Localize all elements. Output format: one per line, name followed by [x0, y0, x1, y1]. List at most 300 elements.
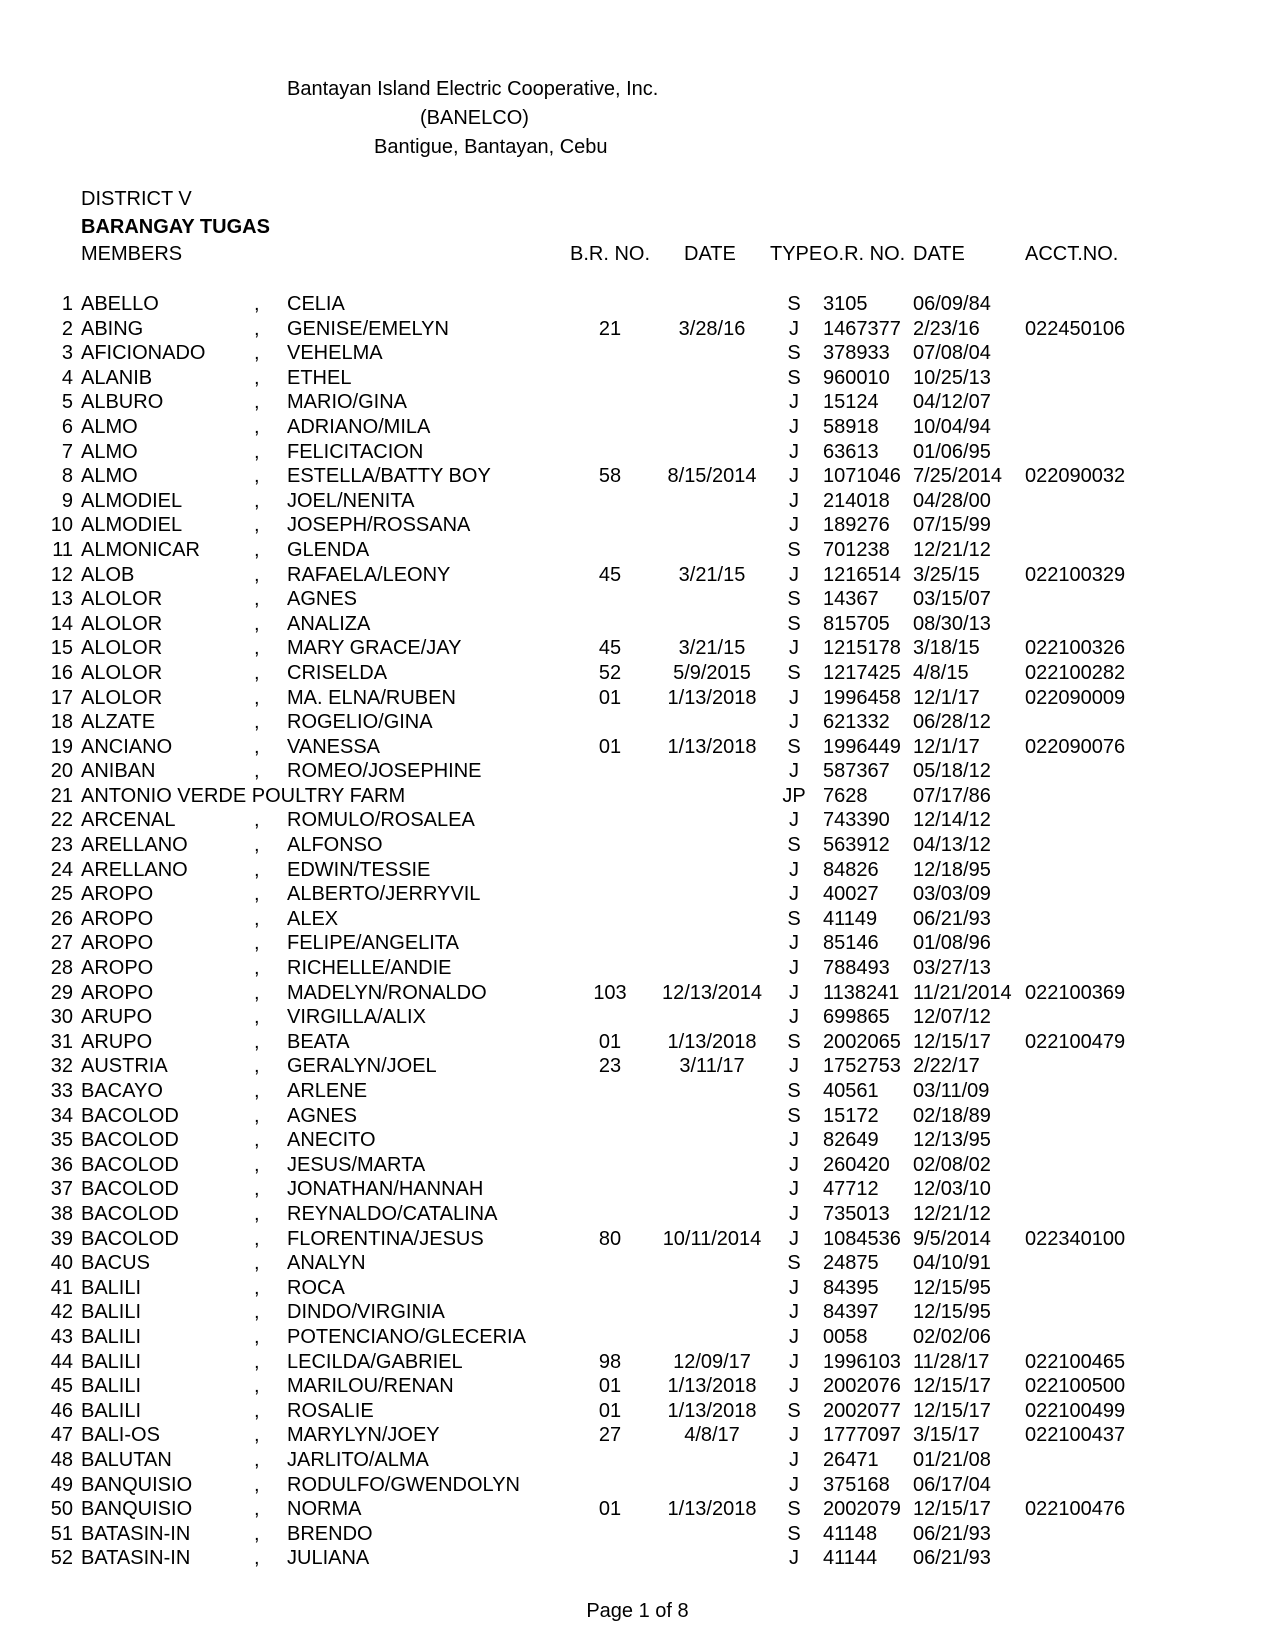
- member-br-date: 1/13/2018: [667, 1375, 757, 1398]
- name-separator: ,: [254, 907, 260, 930]
- member-or-no: 1071046: [823, 465, 901, 488]
- member-or-no: 1084536: [823, 1227, 901, 1250]
- table-row: [0, 710, 1275, 735]
- member-br-no: 103: [593, 981, 627, 1004]
- member-list: [0, 292, 1275, 1571]
- member-br-no: 98: [598, 1350, 622, 1373]
- member-last-name: BALILI: [81, 1276, 142, 1299]
- member-or-no: 84397: [823, 1301, 879, 1324]
- member-last-name: ARELLANO: [81, 834, 188, 857]
- member-or-date: 12/15/17: [913, 1399, 991, 1422]
- member-type: J: [789, 957, 799, 980]
- name-separator: ,: [254, 637, 260, 660]
- name-separator: ,: [254, 1424, 260, 1447]
- member-number: 33: [50, 1080, 73, 1102]
- member-last-name: BACAYO: [81, 1080, 163, 1102]
- table-row: [0, 1325, 1275, 1350]
- member-or-date: 02/02/06: [913, 1325, 991, 1348]
- member-type: S: [787, 612, 801, 635]
- member-number: 35: [50, 1129, 73, 1152]
- member-acct-no: 022100369: [1025, 981, 1126, 1004]
- member-type: J: [789, 809, 799, 832]
- member-acct-no: 022090076: [1025, 735, 1126, 758]
- member-number: 32: [50, 1055, 73, 1078]
- page-number: Page 1 of 8: [586, 1600, 689, 1622]
- name-separator: ,: [254, 1325, 260, 1348]
- member-br-date: 1/13/2018: [667, 686, 757, 709]
- member-or-no: 41148: [823, 1522, 878, 1545]
- member-number: 6: [61, 415, 73, 438]
- member-or-no: 260420: [823, 1153, 890, 1176]
- member-or-no: 15124: [823, 391, 879, 414]
- member-last-name: ALMODIEL: [81, 489, 183, 512]
- member-type: S: [787, 1399, 801, 1422]
- member-last-name: BACOLOD: [81, 1104, 179, 1127]
- member-type: S: [787, 588, 801, 611]
- member-or-date: 04/10/91: [913, 1252, 991, 1275]
- member-br-no: 80: [598, 1227, 622, 1250]
- member-number: 3: [61, 342, 73, 365]
- member-number: 8: [61, 465, 73, 488]
- name-separator: ,: [254, 514, 260, 537]
- member-number: 47: [50, 1424, 73, 1447]
- member-number: 43: [50, 1325, 73, 1348]
- member-last-name: AFICIONADO: [81, 342, 206, 365]
- table-row: [0, 882, 1275, 907]
- name-separator: ,: [254, 1055, 260, 1078]
- member-type: J: [789, 711, 799, 734]
- member-number: 4: [61, 366, 73, 389]
- member-or-no: 1752753: [823, 1055, 901, 1078]
- table-row: [0, 415, 1275, 440]
- name-separator: ,: [254, 489, 260, 512]
- member-first-name: MARYLYN/JOEY: [287, 1424, 440, 1447]
- member-or-date: 3/15/17: [913, 1424, 980, 1447]
- member-or-no: 743390: [823, 809, 890, 832]
- name-separator: ,: [254, 711, 260, 734]
- member-type: J: [789, 1178, 799, 1201]
- member-last-name: ALOLOR: [81, 637, 163, 660]
- member-first-name: ROMEO/JOSEPHINE: [287, 760, 482, 783]
- member-or-no: 0058: [823, 1325, 868, 1348]
- member-first-name: ROMULO/ROSALEA: [287, 809, 475, 832]
- member-type: S: [787, 1080, 801, 1102]
- member-number: 46: [50, 1399, 73, 1422]
- table-row: [0, 661, 1275, 686]
- member-type: J: [789, 1129, 799, 1152]
- name-separator: ,: [254, 858, 260, 881]
- member-number: 44: [50, 1350, 73, 1373]
- name-separator: ,: [254, 661, 260, 684]
- member-or-date: 10/04/94: [913, 415, 991, 438]
- table-row: [0, 686, 1275, 711]
- member-last-name: BALILI: [81, 1301, 142, 1324]
- member-or-no: 2002077: [823, 1399, 901, 1422]
- member-type: J: [789, 391, 799, 414]
- member-or-date: 12/21/12: [913, 1202, 991, 1225]
- member-acct-no: 022100437: [1025, 1424, 1126, 1447]
- member-first-name: JOSEPH/ROSSANA: [287, 514, 471, 537]
- table-row: [0, 1300, 1275, 1325]
- member-acct-no: 022100499: [1025, 1399, 1126, 1422]
- member-acct-no: 022100326: [1025, 637, 1126, 660]
- member-number: 31: [50, 1030, 73, 1053]
- member-or-no: 1217425: [823, 661, 901, 684]
- member-number: 11: [52, 538, 73, 561]
- name-separator: ,: [254, 1202, 260, 1225]
- table-row: [0, 1079, 1275, 1104]
- table-row: [0, 440, 1275, 465]
- member-or-date: 01/08/96: [913, 932, 991, 955]
- name-separator: ,: [254, 1350, 260, 1373]
- member-or-no: 960010: [823, 366, 890, 389]
- member-acct-no: 022100282: [1025, 661, 1126, 684]
- table-row: [0, 907, 1275, 932]
- member-or-date: 3/18/15: [913, 637, 980, 660]
- member-type: J: [789, 637, 799, 660]
- member-last-name: ALMO: [81, 440, 138, 463]
- member-or-no: 3105: [823, 293, 868, 315]
- table-row: [0, 931, 1275, 956]
- member-number: 10: [50, 514, 73, 537]
- member-br-no: 01: [598, 1399, 622, 1422]
- member-or-date: 10/25/13: [913, 366, 991, 389]
- member-number: 40: [50, 1252, 73, 1275]
- member-first-name: ADRIANO/MILA: [287, 415, 431, 438]
- table-row: [0, 563, 1275, 588]
- member-first-name: ANECITO: [287, 1129, 376, 1152]
- member-type: J: [789, 1055, 799, 1078]
- name-separator: ,: [254, 440, 260, 463]
- member-or-date: 06/17/04: [913, 1473, 991, 1496]
- name-separator: ,: [254, 1399, 260, 1422]
- member-or-no: 1467377: [823, 317, 901, 340]
- member-or-date: 11/28/17: [913, 1350, 990, 1373]
- member-or-no: 14367: [823, 588, 879, 611]
- member-first-name: GENISE/EMELYN: [287, 317, 449, 340]
- member-or-date: 07/15/99: [913, 514, 991, 537]
- member-first-name: ROCA: [287, 1276, 345, 1299]
- member-number: 38: [50, 1202, 73, 1225]
- member-type: J: [789, 932, 799, 955]
- member-br-no: 58: [598, 465, 622, 488]
- member-first-name: CRISELDA: [287, 661, 388, 684]
- member-or-no: 2002065: [823, 1030, 901, 1053]
- name-separator: ,: [254, 1006, 260, 1029]
- name-separator: ,: [254, 1547, 260, 1570]
- member-type: J: [789, 858, 799, 881]
- member-or-date: 12/21/12: [913, 538, 991, 561]
- member-type: J: [789, 489, 799, 512]
- member-number: 25: [50, 883, 73, 906]
- table-row: [0, 1128, 1275, 1153]
- member-last-name: ABING: [81, 317, 144, 340]
- member-or-date: 06/09/84: [913, 293, 991, 315]
- member-number: 5: [61, 391, 73, 414]
- table-row: [0, 513, 1275, 538]
- member-type: J: [789, 415, 799, 438]
- member-type: J: [789, 981, 799, 1004]
- column-header-members: MEMBERS: [81, 243, 183, 265]
- org-name: Bantayan Island Electric Cooperative, Inc.: [287, 78, 659, 100]
- name-separator: ,: [254, 1178, 260, 1201]
- member-type: S: [787, 1030, 801, 1053]
- column-header-or-date: DATE: [913, 243, 965, 265]
- member-last-name: AROPO: [81, 981, 154, 1004]
- member-number: 15: [50, 637, 73, 660]
- member-number: 26: [50, 907, 73, 930]
- member-type: J: [789, 760, 799, 783]
- table-row: [0, 1030, 1275, 1055]
- name-separator: ,: [254, 1252, 260, 1275]
- member-last-name: ABELLO: [81, 293, 159, 315]
- member-last-name: BALI-OS: [81, 1424, 160, 1447]
- member-number: 16: [50, 661, 73, 684]
- name-separator: ,: [254, 1080, 260, 1102]
- member-number: 50: [50, 1498, 73, 1521]
- member-number: 28: [50, 957, 73, 980]
- member-first-name: FELIPE/ANGELITA: [287, 932, 459, 955]
- member-or-date: 06/28/12: [913, 711, 991, 734]
- member-number: 20: [50, 760, 73, 783]
- name-separator: ,: [254, 883, 260, 906]
- table-row: [0, 636, 1275, 661]
- table-row: [0, 1399, 1275, 1424]
- member-first-name: GLENDA: [287, 538, 370, 561]
- member-last-name: ALMO: [81, 415, 138, 438]
- member-or-date: 12/15/17: [913, 1375, 991, 1398]
- member-or-no: 788493: [823, 957, 890, 980]
- member-number: 42: [50, 1301, 73, 1324]
- member-first-name: ALBERTO/JERRYVIL: [287, 883, 481, 906]
- member-or-no: 15172: [823, 1104, 879, 1127]
- member-br-no: 01: [598, 686, 622, 709]
- member-first-name: JARLITO/ALMA: [287, 1448, 429, 1471]
- member-acct-no: 022100479: [1025, 1030, 1126, 1053]
- table-row: [0, 735, 1275, 760]
- member-br-date: 12/13/2014: [661, 981, 763, 1004]
- member-first-name: MARILOU/RENAN: [287, 1375, 454, 1398]
- table-row: [0, 1227, 1275, 1252]
- member-number: 45: [50, 1375, 73, 1398]
- table-row: [0, 1054, 1275, 1079]
- member-or-date: 12/14/12: [913, 809, 991, 832]
- name-separator: ,: [254, 1473, 260, 1496]
- member-or-no: 587367: [823, 760, 890, 783]
- member-or-no: 82649: [823, 1129, 879, 1152]
- member-br-date: 3/28/16: [678, 317, 746, 340]
- member-first-name: RODULFO/GWENDOLYN: [287, 1473, 520, 1496]
- member-or-no: 24875: [823, 1252, 879, 1275]
- member-acct-no: 022450106: [1025, 317, 1126, 340]
- name-separator: ,: [254, 1498, 260, 1521]
- table-row: [0, 587, 1275, 612]
- member-or-no: 7628: [823, 784, 868, 807]
- column-header-br-no: B.R. NO.: [570, 243, 651, 265]
- member-number: 19: [50, 735, 73, 758]
- member-type: S: [787, 735, 801, 758]
- member-last-name: BALILI: [81, 1375, 142, 1398]
- member-first-name: VANESSA: [287, 735, 380, 758]
- member-type: S: [787, 907, 801, 930]
- member-number: 7: [61, 440, 73, 463]
- name-separator: ,: [254, 1448, 260, 1471]
- table-row: [0, 1546, 1275, 1571]
- member-or-no: 1215178: [823, 637, 901, 660]
- org-address: Bantigue, Bantayan, Cebu: [374, 136, 608, 158]
- member-br-date: 1/13/2018: [667, 735, 757, 758]
- member-or-date: 7/25/2014: [913, 465, 1002, 488]
- member-type: S: [787, 1498, 801, 1521]
- member-or-date: 12/03/10: [913, 1178, 991, 1201]
- member-type: JP: [782, 784, 806, 807]
- name-separator: ,: [254, 588, 260, 611]
- member-br-date: 3/21/15: [678, 563, 746, 586]
- name-separator: ,: [254, 1129, 260, 1152]
- member-acct-no: 022100329: [1025, 563, 1126, 586]
- table-row: [0, 956, 1275, 981]
- name-separator: ,: [254, 809, 260, 832]
- member-number: 17: [50, 686, 73, 709]
- member-first-name: MARY GRACE/JAY: [287, 637, 462, 660]
- member-br-no: 23: [598, 1055, 622, 1078]
- name-separator: ,: [254, 1104, 260, 1127]
- member-br-no: 01: [598, 1375, 622, 1398]
- member-or-no: 41149: [823, 907, 878, 930]
- table-row: [0, 784, 1275, 809]
- member-or-date: 9/5/2014: [913, 1227, 991, 1250]
- member-or-no: 1996449: [823, 735, 901, 758]
- name-separator: ,: [254, 293, 260, 315]
- member-acct-no: 022090009: [1025, 686, 1126, 709]
- member-last-name: BALILI: [81, 1399, 142, 1422]
- member-or-date: 07/17/86: [913, 784, 991, 807]
- member-or-no: 815705: [823, 612, 890, 635]
- member-first-name: MA. ELNA/RUBEN: [287, 686, 456, 709]
- member-number: 12: [50, 563, 73, 586]
- member-first-name: ANALIZA: [287, 612, 371, 635]
- member-last-name: ARUPO: [81, 1006, 153, 1029]
- member-or-date: 03/27/13: [913, 957, 991, 980]
- table-row: [0, 489, 1275, 514]
- member-number: 30: [50, 1006, 73, 1029]
- member-br-no: 52: [598, 661, 622, 684]
- member-acct-no: 022100476: [1025, 1498, 1126, 1521]
- member-or-no: 621332: [823, 711, 890, 734]
- member-type: J: [789, 514, 799, 537]
- name-separator: ,: [254, 981, 260, 1004]
- member-first-name: ETHEL: [287, 366, 352, 389]
- member-type: J: [789, 1006, 799, 1029]
- member-acct-no: 022090032: [1025, 465, 1126, 488]
- member-first-name: AGNES: [287, 588, 358, 611]
- member-or-date: 12/1/17: [913, 686, 980, 709]
- member-number: 27: [50, 932, 73, 955]
- member-br-date: 8/15/2014: [667, 465, 757, 488]
- member-acct-no: 022100500: [1025, 1375, 1126, 1398]
- member-or-no: 84826: [823, 858, 879, 881]
- member-last-name: BACOLOD: [81, 1153, 179, 1176]
- member-type: J: [789, 1375, 799, 1398]
- table-row: [0, 759, 1275, 784]
- member-type: J: [789, 1227, 799, 1250]
- member-or-date: 03/15/07: [913, 588, 991, 611]
- member-first-name: RAFAELA/LEONY: [287, 563, 451, 586]
- member-last-name: ALOLOR: [81, 661, 163, 684]
- table-row: [0, 390, 1275, 415]
- member-last-name: AROPO: [81, 932, 154, 955]
- member-or-no: 26471: [823, 1448, 879, 1471]
- member-or-no: 375168: [823, 1473, 890, 1496]
- name-separator: ,: [254, 415, 260, 438]
- member-last-name: ALOLOR: [81, 686, 163, 709]
- member-number: 13: [50, 588, 73, 611]
- member-first-name: JONATHAN/HANNAH: [287, 1178, 484, 1201]
- member-or-no: 40561: [823, 1080, 879, 1102]
- member-first-name: ANALYN: [287, 1252, 366, 1275]
- member-first-name: CELIA: [287, 293, 345, 315]
- member-br-no: 45: [598, 637, 622, 660]
- name-separator: ,: [254, 465, 260, 488]
- member-first-name: NORMA: [287, 1498, 362, 1521]
- member-last-name: ALANIB: [81, 366, 153, 389]
- member-first-name: EDWIN/TESSIE: [287, 858, 431, 881]
- member-type: J: [789, 465, 799, 488]
- member-or-no: 40027: [823, 883, 879, 906]
- district-label: DISTRICT V: [81, 188, 192, 210]
- member-br-date: 1/13/2018: [667, 1498, 757, 1521]
- member-last-name: ALOB: [81, 563, 135, 586]
- member-or-date: 12/18/95: [913, 858, 991, 881]
- member-number: 23: [50, 834, 73, 857]
- member-number: 36: [50, 1153, 73, 1176]
- member-or-date: 05/18/12: [913, 760, 991, 783]
- member-first-name: JOEL/NENITA: [287, 489, 415, 512]
- member-number: 21: [50, 784, 73, 807]
- member-or-date: 12/15/95: [913, 1276, 991, 1299]
- table-row: [0, 1374, 1275, 1399]
- name-separator: ,: [254, 342, 260, 365]
- member-or-date: 12/15/95: [913, 1301, 991, 1324]
- member-or-no: 63613: [823, 440, 879, 463]
- member-br-date: 1/13/2018: [667, 1030, 757, 1053]
- name-separator: ,: [254, 391, 260, 414]
- member-last-name: ALMODIEL: [81, 514, 183, 537]
- name-separator: ,: [254, 1030, 260, 1053]
- member-number: 49: [50, 1473, 73, 1496]
- table-row: [0, 1177, 1275, 1202]
- member-first-name: GERALYN/JOEL: [287, 1055, 437, 1078]
- member-br-date: 12/09/17: [673, 1350, 751, 1373]
- member-or-date: 12/13/95: [913, 1129, 991, 1152]
- member-br-no: 01: [598, 1030, 622, 1053]
- member-or-no: 84395: [823, 1276, 879, 1299]
- member-or-date: 08/30/13: [913, 612, 991, 635]
- name-separator: ,: [254, 686, 260, 709]
- member-or-date: 01/06/95: [913, 440, 991, 463]
- member-type: J: [789, 1350, 799, 1373]
- member-or-no: 378933: [823, 342, 890, 365]
- member-last-name: ARCENAL: [81, 809, 176, 832]
- column-header-acct-no: ACCT.NO.: [1025, 243, 1119, 265]
- member-or-date: 03/11/09: [913, 1080, 990, 1102]
- member-or-date: 06/21/93: [913, 1522, 991, 1545]
- member-br-no: 21: [598, 317, 622, 340]
- member-last-name: ANIBAN: [81, 760, 156, 783]
- member-last-name: ANCIANO: [81, 735, 173, 758]
- name-separator: ,: [254, 317, 260, 340]
- member-first-name: ARLENE: [287, 1080, 368, 1102]
